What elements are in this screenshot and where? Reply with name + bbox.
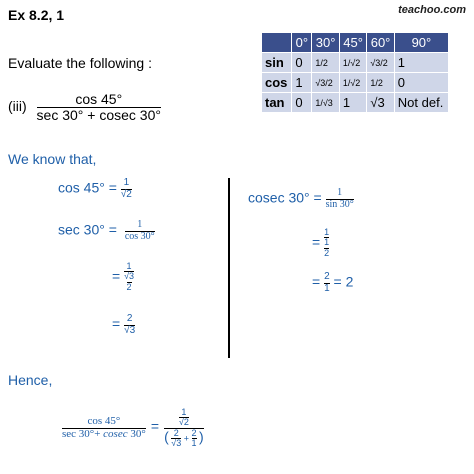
exercise-title: Ex 8.2, 1 [8,7,65,23]
cos45-line [58,178,132,200]
sec30-result-fraction [124,314,135,336]
fraction-numerator: 2 [173,427,179,438]
fraction-numerator: 1 [137,219,143,230]
fraction-denominator: √3 [124,324,136,336]
sec30-lhs: sec 30° = [58,221,117,238]
fraction-numerator: cos 45° [87,415,121,428]
table-cell: 1 [339,93,366,113]
cos45-lhs: cos 45° = [58,179,117,196]
final-rhs-fraction [164,408,204,449]
table-cell: √3/2 [367,53,394,73]
fraction-numerator: √3 [124,271,135,282]
table-cell: 0 [292,93,312,113]
table-cell: Not def. [394,93,448,113]
open-paren: ( [164,428,169,445]
fraction-denominator: √3 [171,438,182,449]
table-cell: 1 [394,53,448,73]
cosec30-line [248,188,354,210]
table-header-row [262,33,449,53]
sec30-line [58,220,155,242]
equals-sign: = [312,273,321,290]
question-fraction [37,92,161,122]
fraction-denominator: 1 [191,438,197,449]
question-expression [8,92,161,122]
fraction-numerator: 2 [126,313,133,324]
fraction-denominator [324,237,329,258]
cosec30-value: = 2 [333,273,354,290]
fraction-numerator: 1 [123,177,130,188]
fraction-denominator [164,428,204,449]
table-cell: 1/2 [367,73,394,93]
row-label: tan [262,93,292,113]
table-cell: 0 [292,53,312,73]
part-label: (iii) [8,97,27,114]
table-cell: 1/√2 [339,53,366,73]
fraction-denominator: 2 [324,247,330,258]
cosec30-result-fraction [324,272,330,294]
fraction-numerator: 2 [191,427,197,438]
fraction-numerator: 1 [126,261,132,271]
fraction-numerator: 2 [324,271,330,282]
close-paren: ) [199,428,204,445]
sec30-fraction [125,220,155,242]
table-cell: √3 [367,93,394,113]
fraction-denominator: cos 30° [124,230,155,242]
den-part: 30° [127,427,146,440]
equals-sign: = [112,267,121,284]
sec30-step2-fraction [124,262,134,292]
inner-fraction [179,408,189,428]
table-header-cell: 60° [367,33,394,53]
fraction-numerator: 1 [337,187,343,198]
cos45-fraction [121,178,132,200]
row-label: cos [262,73,292,93]
question-numerator: cos 45° [75,91,123,107]
brand-logo: teachoo.com [398,4,466,16]
inner-fraction [192,429,197,449]
den-part: cosec [103,427,128,440]
table-row [262,73,449,93]
fraction-numerator: 1 [181,407,187,417]
table-cell: 1/√2 [339,73,366,93]
inner-fraction [171,429,181,449]
row-label: sin [262,53,292,73]
equals-sign: = [312,233,321,250]
sec30-step2 [112,262,134,292]
final-expression [62,408,204,449]
trig-values-table [261,32,449,113]
final-lhs-fraction [62,416,146,440]
cosec30-step2-fraction [324,228,329,258]
fraction-numerator [179,408,189,428]
table-row [262,93,449,113]
equals-sign: = [112,315,121,332]
sec30-result [112,314,135,336]
question-denominator: sec 30° + cosec 30° [36,106,161,123]
table-header-cell: 30° [312,33,339,53]
table-row [262,53,449,73]
table-cell: 1 [292,73,312,93]
inner-fraction [124,272,134,292]
table-header-cell: 0° [292,33,312,53]
table-cell: 0 [394,73,448,93]
table-corner [262,33,292,53]
instruction-text: Evaluate the following : [8,55,152,71]
fraction-denominator: √2 [178,417,189,428]
fraction-denominator: sin 30° [325,198,354,210]
fraction-denominator: √2 [120,188,132,200]
we-know-that-text: We know that, [8,151,97,167]
cosec30-result [312,272,353,294]
fraction-numerator: 1 [324,227,330,237]
fraction-denominator [124,271,134,292]
table-cell: √3/2 [312,73,339,93]
table-cell: 1/2 [312,53,339,73]
cosec30-fraction [326,188,354,210]
plus-sign: + [183,433,189,444]
cosec30-lhs: cosec 30° = [248,189,322,206]
table-header-cell: 90° [394,33,448,53]
table-header-cell: 45° [339,33,366,53]
column-divider [228,178,230,358]
inner-fraction [324,238,329,258]
fraction-numerator: 1 [324,237,330,248]
equals-sign: = [150,418,159,435]
fraction-denominator: 2 [126,281,132,292]
fraction-denominator: 1 [324,282,330,294]
fraction-denominator [62,428,146,441]
hence-text: Hence, [8,372,53,388]
table-cell: 1/√3 [312,93,339,113]
cosec30-step2 [312,228,329,258]
den-part: sec 30°+ [62,427,104,440]
